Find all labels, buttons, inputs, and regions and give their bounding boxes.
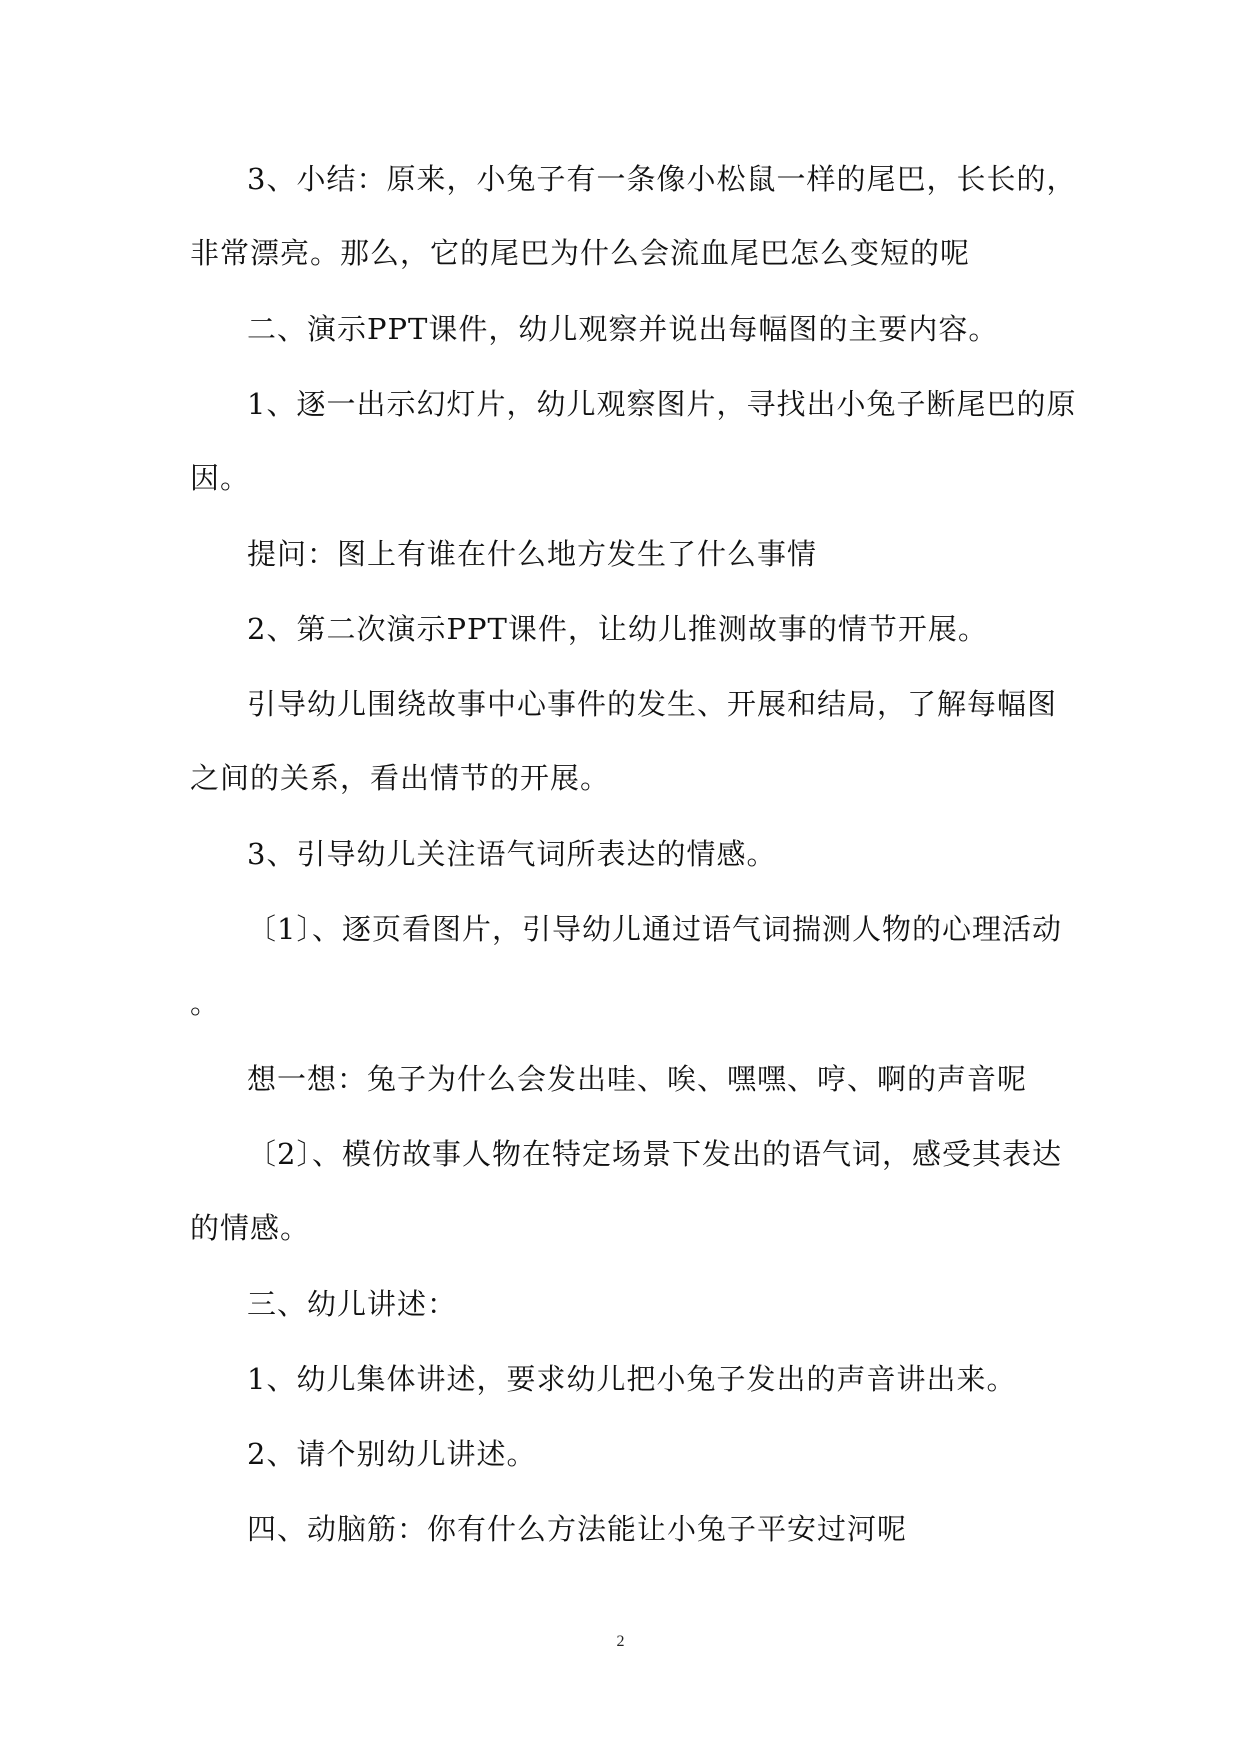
- text-line: 想一想：兔子为什么会发出哇、唉、嘿嘿、哼、啊的声音呢: [247, 1062, 1028, 1096]
- text-line: 之间的关系，看出情节的开展。: [190, 761, 611, 795]
- text-line: 。: [190, 986, 221, 1020]
- text-line: 2、请个别幼儿讲述。: [247, 1437, 537, 1471]
- page-number: 2: [616, 1633, 625, 1650]
- section-heading: 二、演示PPT课件，幼儿观察并说出每幅图的主要内容。: [247, 312, 999, 346]
- text-line: 1、幼儿集体讲述，要求幼儿把小兔子发出的声音讲出来。: [247, 1362, 1017, 1396]
- text-line: 〔2〕、模仿故事人物在特定场景下发出的语气词，感受其表达: [247, 1137, 1062, 1171]
- text-line: 2、第二次演示PPT课件，让幼儿推测故事的情节开展。: [247, 612, 988, 646]
- text-line: 〔1〕、逐页看图片，引导幼儿通过语气词揣测人物的心理活动: [247, 912, 1062, 946]
- text-line: 的情感。: [190, 1211, 311, 1245]
- text-line: 非常漂亮。那么，它的尾巴为什么会流血尾巴怎么变短的呢: [190, 236, 971, 270]
- text-line: 提问：图上有谁在什么地方发生了什么事情: [247, 537, 818, 571]
- text-line: 3、引导幼儿关注语气词所表达的情感。: [247, 837, 777, 871]
- text-line: 3、小结：原来，小兔子有一条像小松鼠一样的尾巴，长长的，: [247, 162, 1077, 196]
- text-line: 1、逐一出示幻灯片，幼儿观察图片，寻找出小兔子断尾巴的原: [247, 387, 1077, 421]
- section-heading: 三、幼儿讲述：: [247, 1287, 458, 1321]
- text-line: 因。: [190, 461, 251, 495]
- section-heading: 四、动脑筋：你有什么方法能让小兔子平安过河呢: [247, 1512, 908, 1546]
- text-line: 引导幼儿围绕故事中心事件的发生、开展和结局，了解每幅图: [247, 687, 1058, 721]
